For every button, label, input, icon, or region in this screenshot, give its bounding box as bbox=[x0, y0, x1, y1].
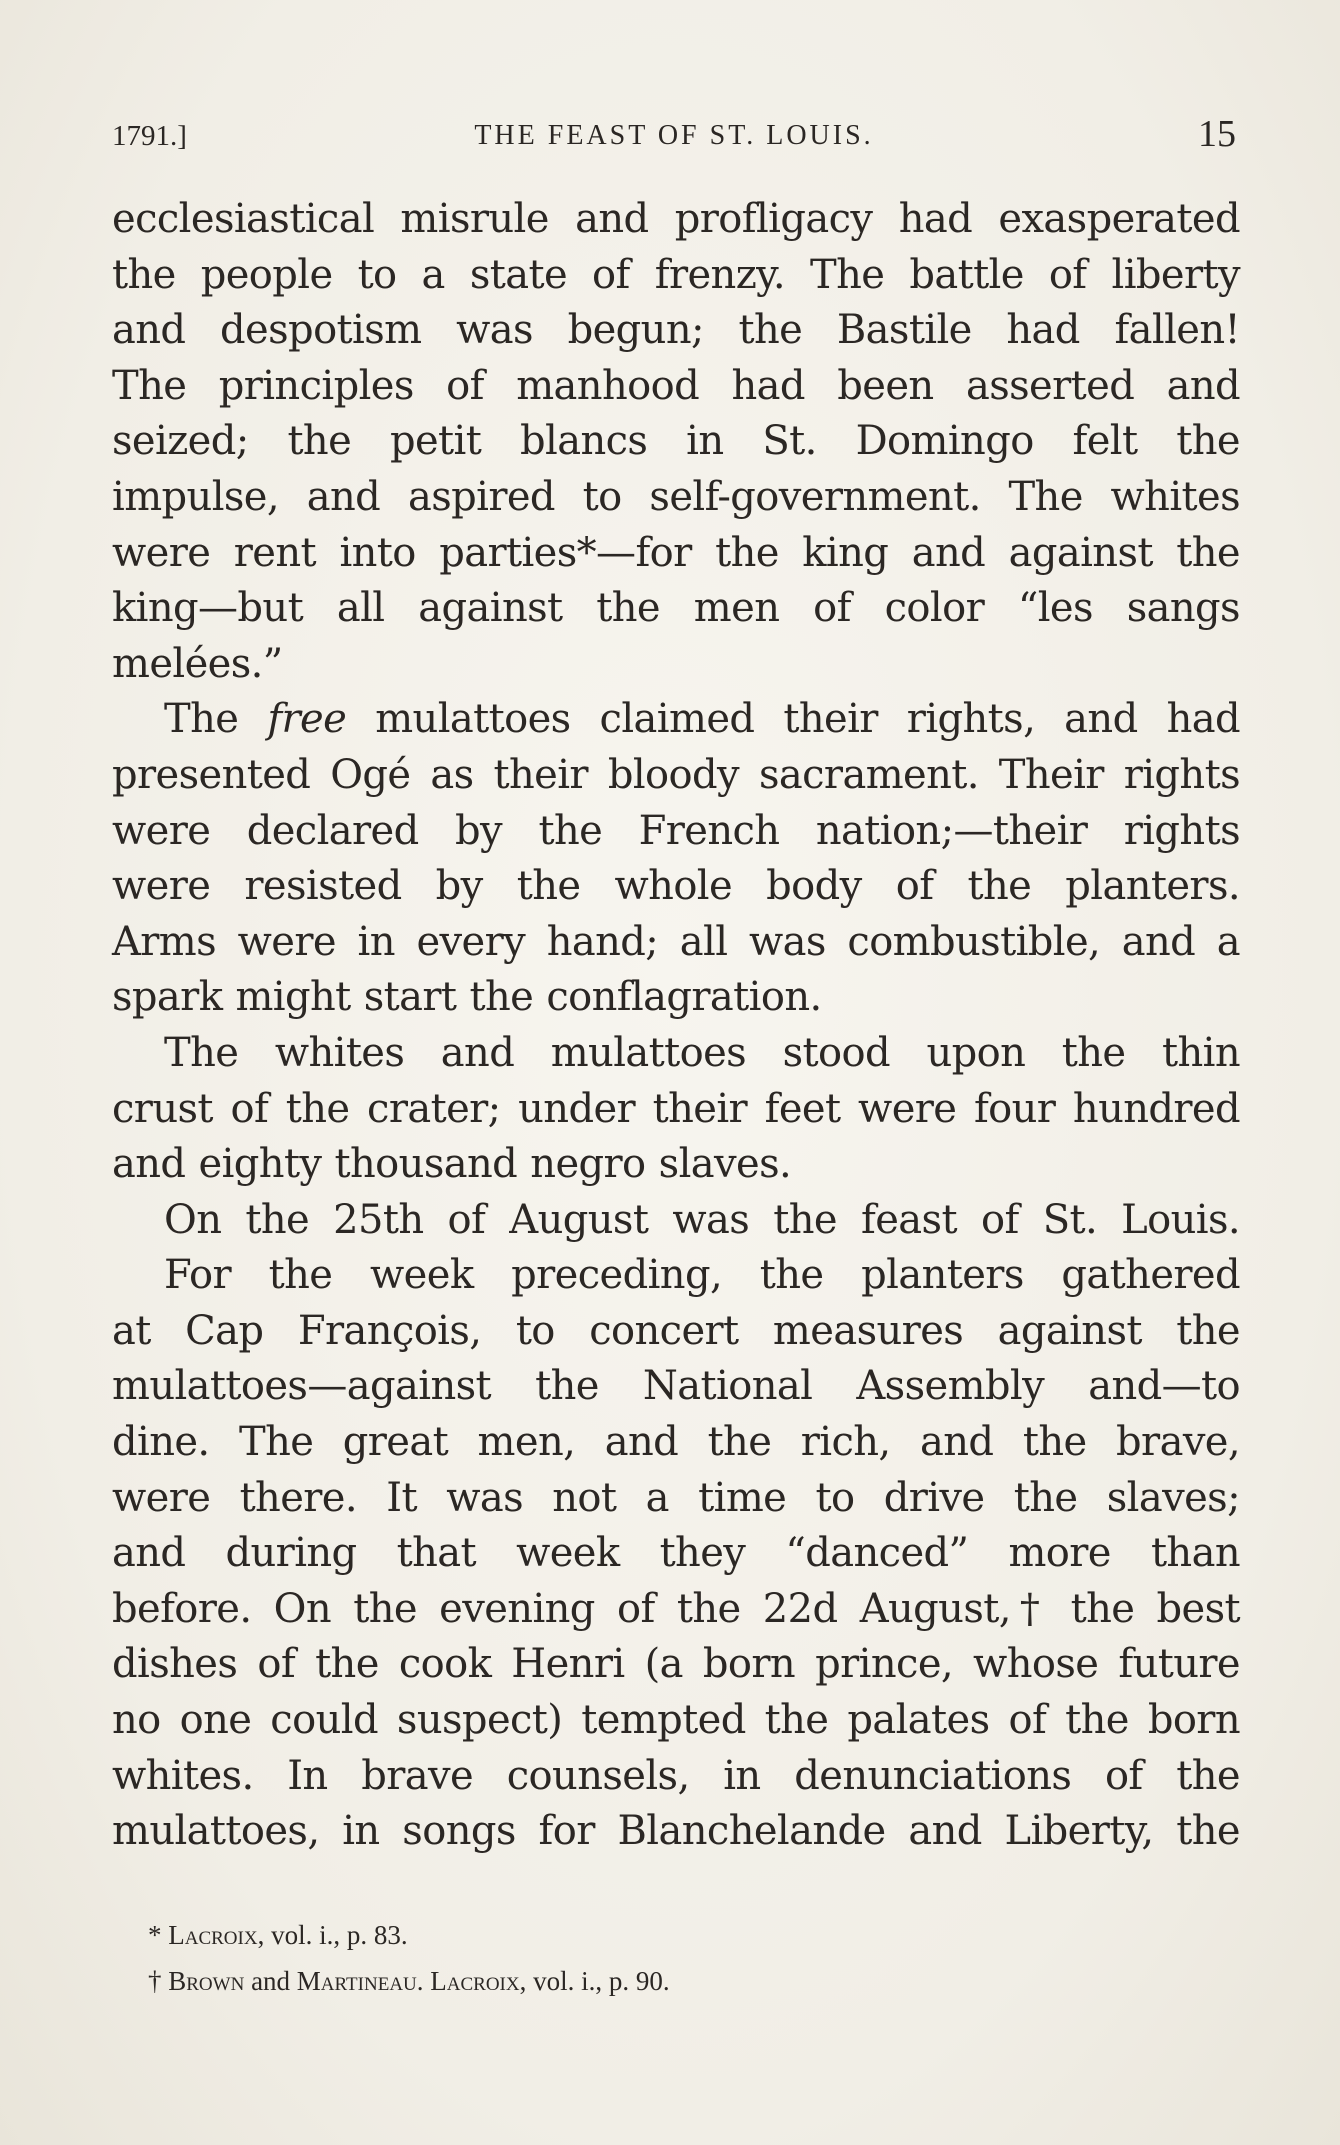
footnote-author: Lacroix bbox=[168, 1920, 258, 1950]
text-line: were rent into parties*—for the king and against the bbox=[112, 529, 1240, 576]
text-line: The principles of manhood had been asserted and bbox=[112, 362, 1240, 409]
footnote-citation: , vol. i., p. 83. bbox=[257, 1920, 408, 1950]
running-header bbox=[112, 112, 1236, 162]
text-line: dishes of the cook Henri (a born prince, whose future bbox=[112, 1641, 1240, 1688]
text-line: spark might start the conflagration. bbox=[112, 974, 822, 1021]
text-line: were there. It was not a time to drive the slaves; bbox=[112, 1474, 1240, 1521]
text-line: impulse, and aspired to self-government. The whites bbox=[112, 473, 1240, 520]
header-year: 1791.] bbox=[112, 120, 187, 152]
text-line: ecclesiastical misrule and profligacy had exasperated bbox=[112, 196, 1240, 242]
footnote-mark: † bbox=[148, 1966, 162, 1996]
text-line: presented Ogé as their bloody sacrament. Their rights bbox=[112, 751, 1240, 798]
text-line: On the 25th of August was the feast of St. Louis. bbox=[164, 1196, 1240, 1243]
text-line: no one could suspect) tempted the palates of the born bbox=[112, 1697, 1240, 1744]
footnote-conjunction: and bbox=[244, 1966, 297, 1996]
text-line: seized; the petit blancs in St. Domingo felt the bbox=[112, 418, 1240, 465]
text-line: king—but all against the men of color “les sangs bbox=[112, 585, 1240, 632]
header-title: THE FEAST OF ST. LOUIS. bbox=[474, 120, 874, 151]
text-line: before. On the evening of the 22d August,† the best bbox=[112, 1585, 1240, 1632]
footnotes bbox=[112, 1912, 1240, 2004]
footnote-author: Martineau bbox=[296, 1966, 417, 1996]
para-word-the: The bbox=[164, 696, 239, 743]
footnote-separator: . bbox=[416, 1966, 431, 1996]
text-line: crust of the crater; under their feet were four hundred bbox=[112, 1085, 1240, 1132]
text-line: For the week preceding, the planters gathered bbox=[164, 1252, 1240, 1299]
text-line: were resisted by the whole body of the planters. bbox=[112, 863, 1240, 910]
text-line: Arms were in every hand; all was combustible, and a bbox=[112, 918, 1240, 965]
page-number: 15 bbox=[1198, 113, 1236, 155]
text-line: melées.” bbox=[112, 640, 283, 687]
text-line: were declared by the French nation;—their rights bbox=[112, 807, 1240, 854]
footnote-citation: , vol. i., p. 90. bbox=[519, 1966, 670, 1996]
text-line: dine. The great men, and the rich, and the brave, bbox=[112, 1419, 1240, 1466]
text-line: and despotism was begun; the Bastile had fallen! bbox=[112, 307, 1240, 354]
footnote-author: Lacroix bbox=[430, 1966, 520, 1996]
text-line: and eighty thousand negro slaves. bbox=[112, 1141, 792, 1188]
text-line: and during that week they “danced” more than bbox=[112, 1530, 1240, 1577]
text-line: whites. In brave counsels, in denunciations of the bbox=[112, 1752, 1240, 1799]
footnote-1 bbox=[112, 1912, 1240, 1958]
text-line: at Cap François, to concert measures against the bbox=[112, 1307, 1240, 1354]
text-line: The whites and mulattoes stood upon the thin bbox=[164, 1029, 1240, 1076]
footnote-author: Brown bbox=[168, 1966, 245, 1996]
text-line: the people to a state of frenzy. The battle of liberty bbox=[112, 251, 1240, 298]
text-line: mulattoes, in songs for Blanchelande and Liberty, the bbox=[112, 1808, 1240, 1855]
footnote-mark: * bbox=[148, 1920, 162, 1950]
paragraph-start-line bbox=[112, 692, 1240, 748]
text-line: mulattoes—against the National Assembly and—to bbox=[112, 1363, 1240, 1410]
italic-free: free bbox=[267, 696, 347, 743]
body-text bbox=[112, 192, 1240, 1860]
footnote-2 bbox=[112, 1958, 1240, 2004]
text-line: mulattoes claimed their rights, and had bbox=[375, 696, 1240, 743]
